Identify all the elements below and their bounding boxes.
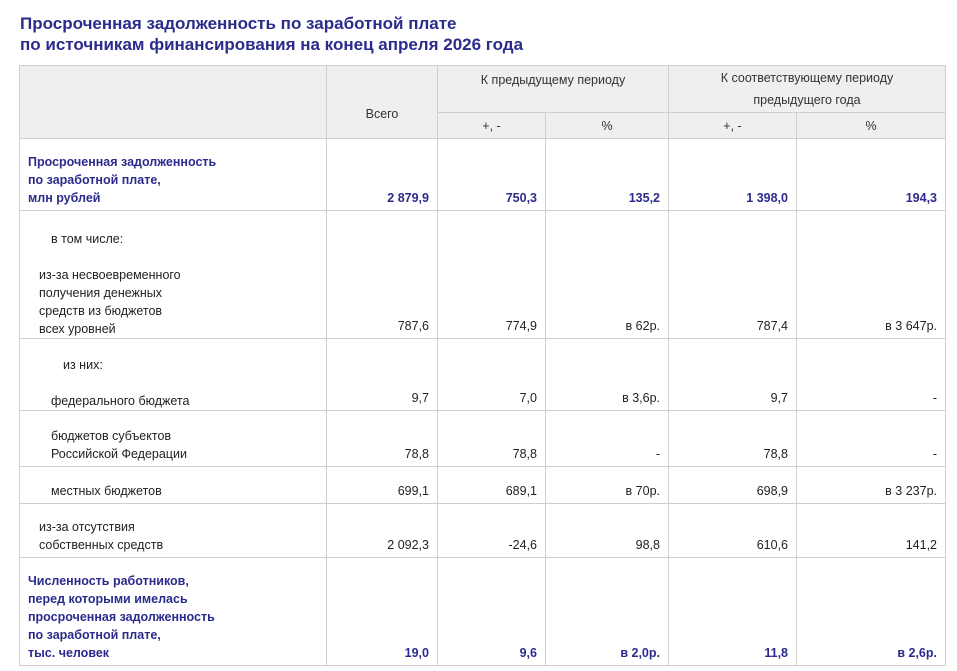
header-indicator <box>20 66 327 139</box>
cell-prev-diff: 689,1 <box>438 467 546 504</box>
table-row <box>20 411 946 467</box>
cell-prev-diff: 750,3 <box>438 139 546 211</box>
cell-year-diff: 78,8 <box>669 411 797 467</box>
cell-prev-pct: в 2,0р. <box>546 558 669 666</box>
cell-year-pct: в 2,6р. <box>797 558 946 666</box>
cell-year-diff: 11,8 <box>669 558 797 666</box>
cell-total: 787,6 <box>327 211 438 339</box>
title-line-1: Просроченная задолженность по заработной плате <box>20 14 457 33</box>
cell-prev-diff: 7,0 <box>438 339 546 411</box>
cell-total: 78,8 <box>327 411 438 467</box>
cell-total: 2 879,9 <box>327 139 438 211</box>
cell-year-diff: 787,4 <box>669 211 797 339</box>
cell-prev-pct: в 3,6р. <box>546 339 669 411</box>
row-label: из-за отсутствия собственных средств <box>20 504 327 558</box>
cell-year-pct: в 3 647р. <box>797 211 946 339</box>
row-label: местных бюджетов <box>20 467 327 504</box>
cell-year-pct: 141,2 <box>797 504 946 558</box>
cell-prev-pct: в 70р. <box>546 467 669 504</box>
header-prev-period: К предыдущему периоду <box>438 66 669 113</box>
cell-prev-diff: 78,8 <box>438 411 546 467</box>
cell-total: 699,1 <box>327 467 438 504</box>
table-row <box>20 139 946 211</box>
cell-year-diff: 698,9 <box>669 467 797 504</box>
cell-prev-pct: - <box>546 411 669 467</box>
row-label: бюджетов субъектов Российской Федерации <box>20 411 327 467</box>
cell-year-diff: 9,7 <box>669 339 797 411</box>
row-label: Просроченная задолженность по заработной плате, млн рублей <box>20 139 327 211</box>
cell-prev-pct: в 62р. <box>546 211 669 339</box>
cell-prev-diff: -24,6 <box>438 504 546 558</box>
cell-total: 19,0 <box>327 558 438 666</box>
table-row <box>20 211 946 339</box>
header-prev-year <box>669 66 946 113</box>
header-prev-year-line-1: К соответствующему периоду <box>720 71 894 85</box>
cell-prev-diff: 774,9 <box>438 211 546 339</box>
cell-total: 2 092,3 <box>327 504 438 558</box>
arrears-table <box>19 65 946 666</box>
header-prev-period-percent: % <box>546 113 669 139</box>
header-total: Всего <box>327 66 438 139</box>
cell-prev-diff: 9,6 <box>438 558 546 666</box>
cell-year-pct: - <box>797 411 946 467</box>
header-prev-year-plus-minus: +, - <box>669 113 797 139</box>
cell-year-diff: 610,6 <box>669 504 797 558</box>
header-prev-year-line-2: предыдущего года <box>753 93 861 107</box>
cell-year-pct: 194,3 <box>797 139 946 211</box>
table-row <box>20 339 946 411</box>
row-label: Численность работников, перед которыми имелась просроченная задолженность по заработной плате, тыс. человек <box>20 558 327 666</box>
cell-year-diff: 1 398,0 <box>669 139 797 211</box>
cell-prev-pct: 98,8 <box>546 504 669 558</box>
header-prev-period-plus-minus: +, - <box>438 113 546 139</box>
cell-prev-pct: 135,2 <box>546 139 669 211</box>
cell-total: 9,7 <box>327 339 438 411</box>
row-label: из них: федерального бюджета <box>20 339 327 411</box>
row-label: в том числе: из-за несвоевременного получения денежных средств из бюджетов всех уровней <box>20 211 327 339</box>
page-title <box>20 13 523 55</box>
table-row <box>20 558 946 666</box>
title-line-2: по источникам финансирования на конец апреля 2026 года <box>20 35 524 54</box>
cell-year-pct: - <box>797 339 946 411</box>
table-row <box>20 504 946 558</box>
header-prev-year-percent: % <box>797 113 946 139</box>
cell-year-pct: в 3 237р. <box>797 467 946 504</box>
table-row <box>20 467 946 504</box>
